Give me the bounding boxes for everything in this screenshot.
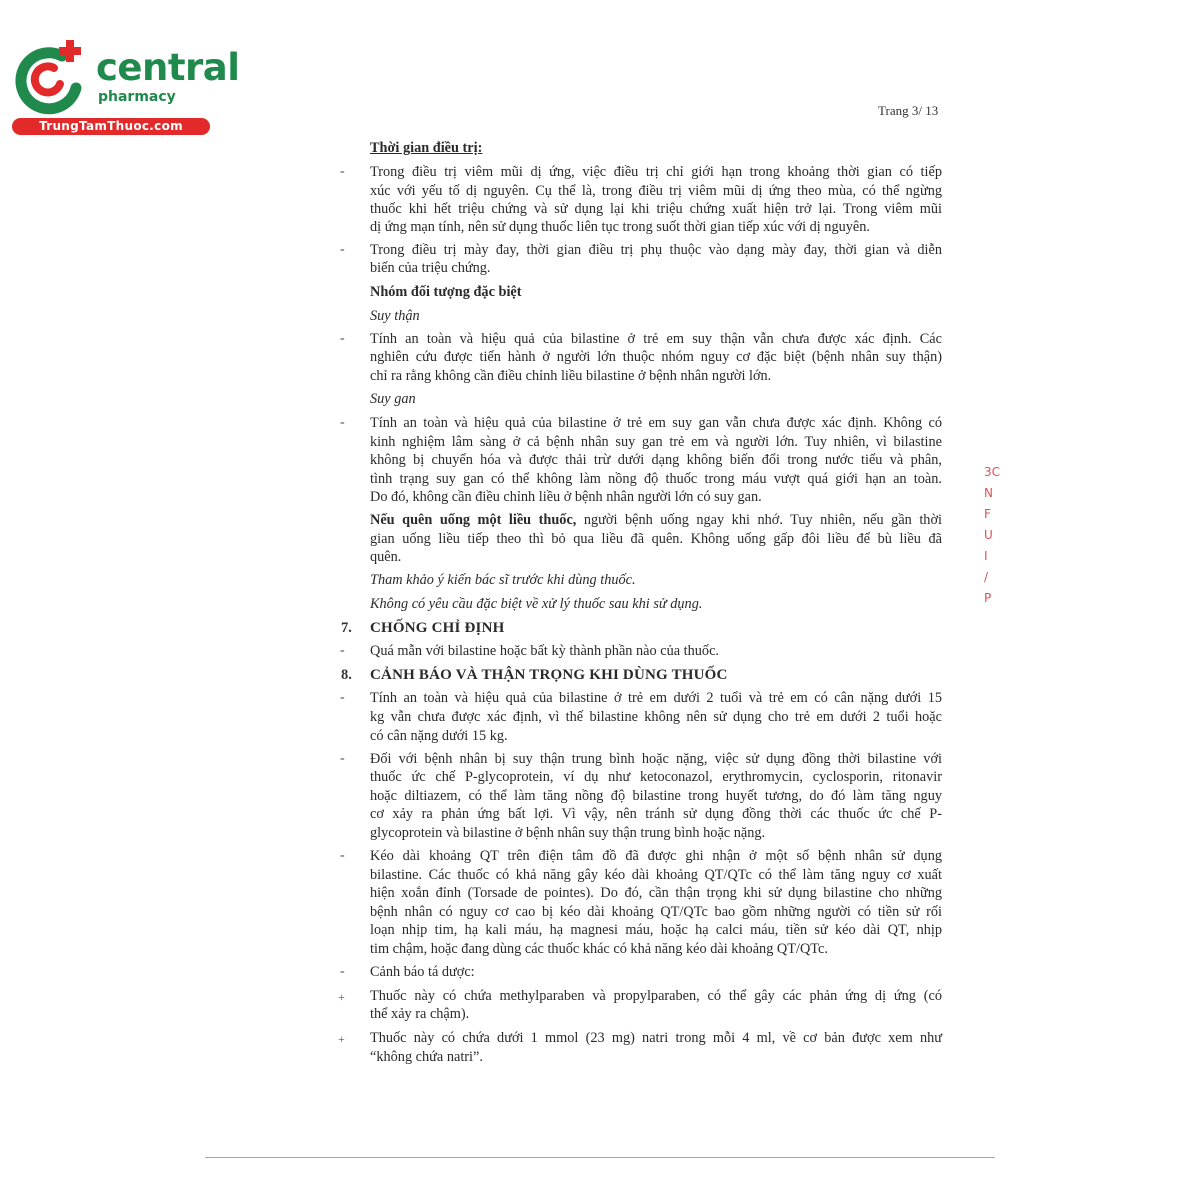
text-line: hiện xoắn đỉnh (Torsade de pointes). Do đó, cần thận trọng khi sử dụng bilastine cho những <box>370 885 942 901</box>
text-line: hoặc diltiazem, có thể làm tăng nồng độ bilastine trong huyết tương, do đó làm tăng nguy <box>370 788 942 804</box>
margin-stamp-marks <box>984 462 1000 612</box>
text-line: Tính an toàn và hiệu quả của bilastine ở trẻ em suy thận vẫn chưa được xác định. Các <box>370 331 942 347</box>
logo-website-band: TrungTamThuoc.com <box>12 118 210 135</box>
logo-wordmark: central <box>96 46 240 89</box>
text-line: loạn nhịp tim, hạ kali máu, hạ magnesi máu, hoặc hạ calci máu, tiền sử kéo dài QT, nhịp <box>370 922 942 938</box>
bullet-dash: - <box>340 242 345 257</box>
text-line: “không chứa natri”. <box>370 1049 483 1065</box>
subheading: Nhóm đối tượng đặc biệt <box>370 284 522 300</box>
bold-lead: Nếu quên uống một liều thuốc, <box>370 512 577 528</box>
text-line <box>370 511 942 529</box>
bullet-dash: - <box>340 164 345 179</box>
italic-note: Không có yêu cầu đặc biệt về xử lý thuốc sau khi sử dụng. <box>370 596 703 612</box>
bullet-dash: - <box>340 331 345 346</box>
margin-mark: N <box>984 486 993 500</box>
italic-note: Suy gan <box>370 391 416 407</box>
text-line: Trong điều trị viêm mũi dị ứng, việc điều trị chỉ giới hạn trong khoảng thời gian có tiếp <box>370 164 942 180</box>
bullet-dash: - <box>340 643 345 658</box>
text-line: kinh nghiệm lâm sàng ở cả bệnh nhân suy gan trẻ em và người lớn. Tuy nhiên, vì bilastine <box>370 434 942 450</box>
text-line: thể xảy ra chậm). <box>370 1006 470 1022</box>
margin-mark: 3C <box>984 465 1001 479</box>
bullet-dash: - <box>340 848 345 863</box>
margin-mark: U <box>984 528 993 542</box>
subheading: Thời gian điều trị: <box>370 140 483 156</box>
text-line: Đối với bệnh nhân bị suy thận trung bình hoặc nặng, việc sử dụng đồng thời bilastine với <box>370 751 942 767</box>
section-heading: CHỐNG CHỈ ĐỊNH <box>370 620 505 636</box>
text-line: kg vẫn chưa được xác định, vì thế bilastine không nên sử dụng cho trẻ em dưới 2 tuổi hoặc <box>370 709 942 725</box>
text-line: Cảnh báo tá dược: <box>370 964 475 980</box>
text-line: thuốc khi hết triệu chứng và sử dụng lại khi triệu chứng xuất hiện trở lại. Trong viêm mũi <box>370 201 942 217</box>
text-line: thuốc ức chế P-glycoprotein, ví dụ như ketoconazol, erythromycin, cyclosporin, ritonavir <box>370 769 942 785</box>
bullet-dash: - <box>340 690 345 705</box>
page-number: Trang 3/ 13 <box>878 103 939 118</box>
bullet-dash: - <box>340 964 345 979</box>
italic-note: Tham khảo ý kiến bác sĩ trước khi dùng thuốc. <box>370 572 636 588</box>
text-line: gian uống liều tiếp theo thì bỏ qua liều đã quên. Không uống gấp đôi liều để bù liều đã <box>370 531 942 547</box>
text-line-rest: người bệnh uống ngay khi nhớ. Tuy nhiên, nếu gần thời <box>576 512 942 528</box>
text-line: Kéo dài khoảng QT trên điện tâm đồ đã được ghi nhận ở một số bệnh nhân sử dụng <box>370 848 942 864</box>
logo-subtitle: pharmacy <box>98 89 176 105</box>
margin-mark: / <box>984 570 989 584</box>
bullet-plus: + <box>338 1032 345 1046</box>
bullet-dash: - <box>340 415 345 430</box>
section-number: 8. <box>341 667 352 683</box>
text-line: bilastine. Các thuốc có khả năng gây kéo dài khoảng QT/QTc có thể làm tăng nguy cơ xuất <box>370 867 942 883</box>
bullet-plus: + <box>338 990 345 1004</box>
text-line: Thuốc này có chứa methylparaben và propylparaben, có thể gây các phản ứng dị ứng (có <box>370 988 942 1004</box>
text-line: glycoprotein và bilastine ở bệnh nhân suy thận trung bình hoặc nặng. <box>370 825 766 841</box>
text-line: có cân nặng dưới 15 kg. <box>370 728 508 744</box>
text-line: Tính an toàn và hiệu quả của bilastine ở trẻ em dưới 2 tuổi và trẻ em có cân nặng dưới 15 <box>370 690 942 706</box>
footer-rule <box>205 1157 995 1158</box>
text-line: không bị chuyển hóa và được thải trừ dưới dạng không biến đổi trong nước tiểu và phân, <box>370 452 942 468</box>
text-line: tim chậm, hoặc đang dùng các thuốc khác có khả năng kéo dài khoảng QT/QTc. <box>370 941 828 957</box>
text-line: Trong điều trị mày đay, thời gian điều trị phụ thuộc vào dạng mày đay, thời gian và diễn <box>370 242 942 258</box>
bullet-dash: - <box>340 751 345 766</box>
section-number: 7. <box>341 620 352 636</box>
text-line: quên. <box>370 549 402 565</box>
text-line: cơ xảy ra phản ứng bất lợi. Vì vậy, nên tránh sử dụng đồng thời các thuốc ức chế P- <box>370 806 942 822</box>
text-line: biến của triệu chứng. <box>370 260 491 276</box>
section-heading: CẢNH BÁO VÀ THẬN TRỌNG KHI DÙNG THUỐC <box>370 667 728 683</box>
margin-mark: F <box>984 507 991 521</box>
text-line: bệnh nhân có nguy cơ cao bị kéo dài khoảng QT/QTc bao gồm những người có tiền sử rối <box>370 904 942 920</box>
text-line: Thuốc này có chứa dưới 1 mmol (23 mg) natri trong mỗi 4 ml, về cơ bản được xem như <box>370 1030 942 1046</box>
text-line: chỉ ra rằng không cần điều chỉnh liều bilastine ở bệnh nhân người lớn. <box>370 368 772 384</box>
text-line: dị ứng mạn tính, nên sử dụng thuốc liên tục trong suốt thời gian tiếp xúc với dị nguyên. <box>370 219 870 235</box>
margin-mark: P <box>984 591 992 605</box>
text-line: Do đó, không cần điều chỉnh liều ở bệnh nhân người lớn có suy gan. <box>370 489 762 505</box>
margin-mark: I <box>984 549 988 563</box>
text-line: Tính an toàn và hiệu quả của bilastine ở trẻ em suy gan vẫn chưa được xác định. Không có <box>370 415 942 431</box>
italic-note: Suy thận <box>370 308 420 324</box>
text-line: nghiên cứu được tiến hành ở người lớn thuộc nhóm nguy cơ đặc biệt (bệnh nhân suy thận) <box>370 349 942 365</box>
text-line: Quá mẫn với bilastine hoặc bất kỳ thành phần nào của thuốc. <box>370 643 719 659</box>
text-line: tình trạng suy gan có thể không làm nồng độ thuốc trong máu vượt quá giới hạn an toàn. <box>370 471 942 487</box>
text-line: xúc với yếu tố dị nguyên. Cụ thể là, trong điều trị viêm mũi dị ứng theo mùa, có thể ngừng <box>370 183 942 199</box>
